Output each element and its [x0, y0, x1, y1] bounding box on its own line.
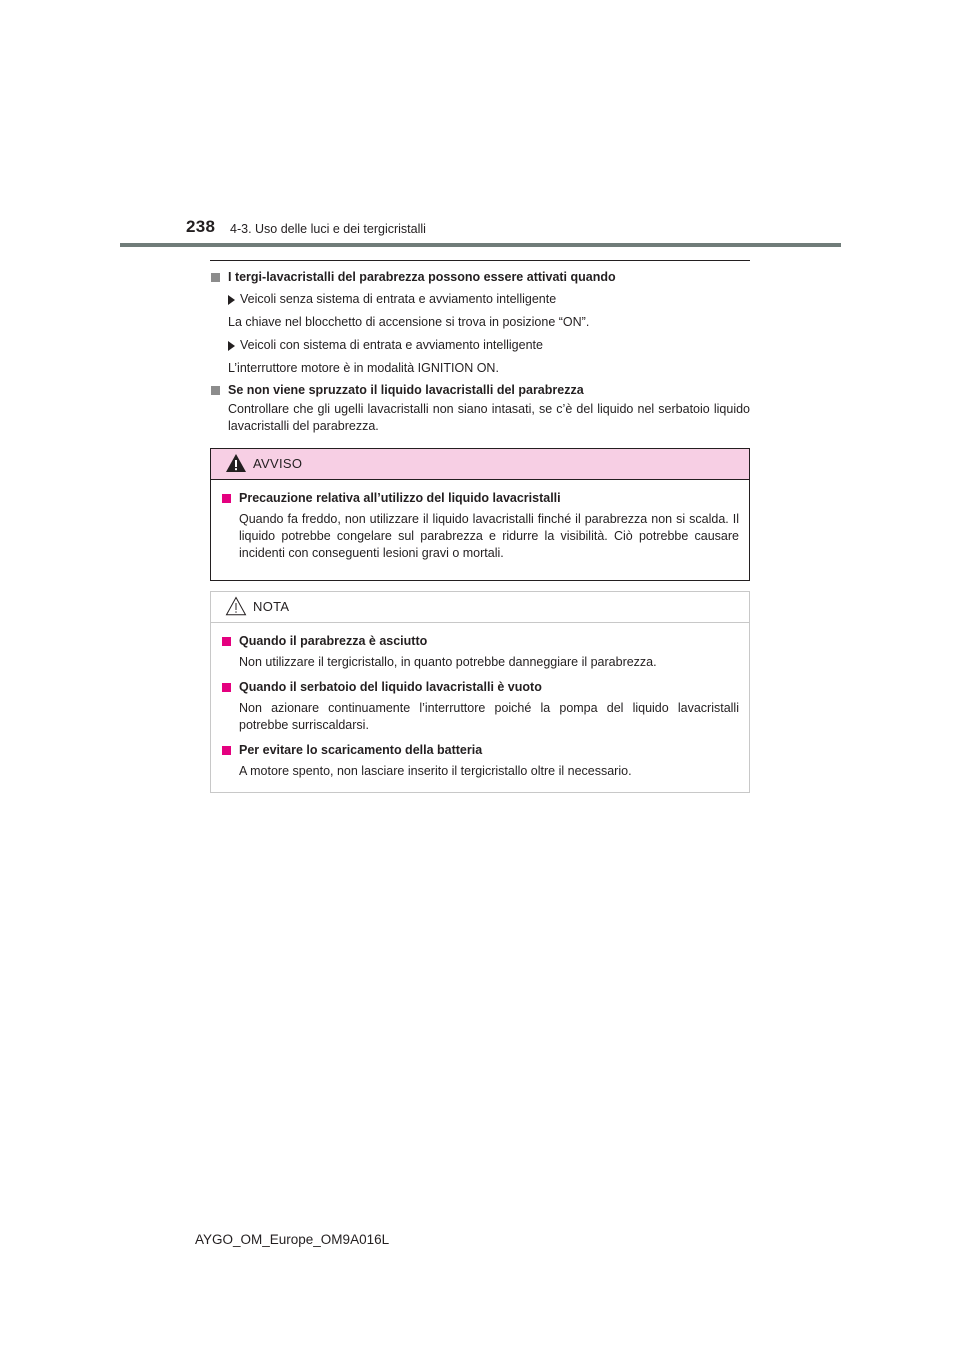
square-bullet-icon: [222, 637, 231, 646]
content-top-rule: [210, 260, 750, 261]
nota-item-heading: [221, 742, 739, 759]
square-bullet-icon: [222, 746, 231, 755]
square-bullet-icon: [222, 683, 231, 692]
section1-item2: [210, 337, 750, 354]
warning-triangle-filled-icon: [225, 453, 247, 473]
section2-heading: [210, 382, 750, 399]
section-title: 4-3. Uso delle luci e dei tergicristalli: [230, 222, 426, 236]
avviso-heading: [221, 490, 739, 507]
section1-item1-text: Veicoli senza sistema di entrata e avviamento intelligente: [240, 292, 557, 306]
avviso-text: Quando fa freddo, non utilizzare il liquido lavacristalli finché il parabrezza non si scalda. Il liquido potrebbe congelare sul parabrezza e ridurre la visibilità. Ciò potrebbe causare incidenti con conseguenti lesioni gravi o mortali.: [239, 512, 739, 560]
avviso-box: [210, 448, 750, 581]
footer-doc-code: AYGO_OM_Europe_OM9A016L: [195, 1232, 390, 1247]
main-content: [210, 260, 750, 435]
square-bullet-icon: [222, 494, 231, 503]
nota-item-text: A motore spento, non lasciare inserito il tergicristallo oltre il necessario.: [239, 764, 632, 778]
nota-label: NOTA: [253, 599, 290, 614]
nota-item-heading: [221, 679, 739, 696]
avviso-label: AVVISO: [253, 456, 303, 471]
nota-item-heading-text: Quando il serbatoio del liquido lavacristalli è vuoto: [239, 680, 542, 694]
triangle-right-icon: [228, 295, 235, 305]
nota-body: [211, 623, 749, 798]
section1-item2-text: Veicoli con sistema di entrata e avviamento intelligente: [240, 338, 543, 352]
header-rule: [120, 243, 841, 247]
nota-header: [211, 592, 749, 623]
square-bullet-icon: [211, 273, 220, 282]
avviso-heading-text: Precauzione relativa all’utilizzo del liquido lavacristalli: [239, 491, 561, 505]
square-bullet-icon: [211, 386, 220, 395]
nota-item-heading-text: Per evitare lo scaricamento della batteria: [239, 743, 483, 757]
section1-item1: [210, 291, 750, 308]
section1-text1: La chiave nel blocchetto di accensione si trova in posizione “ON”.: [228, 315, 590, 329]
triangle-right-icon: [228, 341, 235, 351]
page-number: 238: [186, 217, 216, 236]
section2-text: Controllare che gli ugelli lavacristalli non siano intasati, se c’è del liquido nel serbatoio liquido lavacristalli del parabrezza.: [228, 402, 750, 433]
section1-heading-text: I tergi-lavacristalli del parabrezza possono essere attivati quando: [228, 270, 616, 284]
avviso-header: [211, 449, 749, 480]
nota-item-text: Non azionare continuamente l’interruttore poiché la pompa del liquido lavacristalli potrebbe surriscaldarsi.: [239, 701, 739, 732]
nota-item-heading-text: Quando il parabrezza è asciutto: [239, 634, 428, 648]
avviso-body: [211, 480, 749, 580]
page-header: [0, 0, 960, 250]
section1-text2: L’interruttore motore è in modalità IGNITION ON.: [228, 361, 499, 375]
nota-box: [210, 591, 750, 793]
section2-heading-text: Se non viene spruzzato il liquido lavacristalli del parabrezza: [228, 383, 584, 397]
nota-item-heading: [221, 633, 739, 650]
nota-item-text: Non utilizzare il tergicristallo, in quanto potrebbe danneggiare il parabrezza.: [239, 655, 657, 669]
warning-triangle-outline-icon: [225, 596, 247, 616]
section1-heading: [210, 269, 750, 286]
